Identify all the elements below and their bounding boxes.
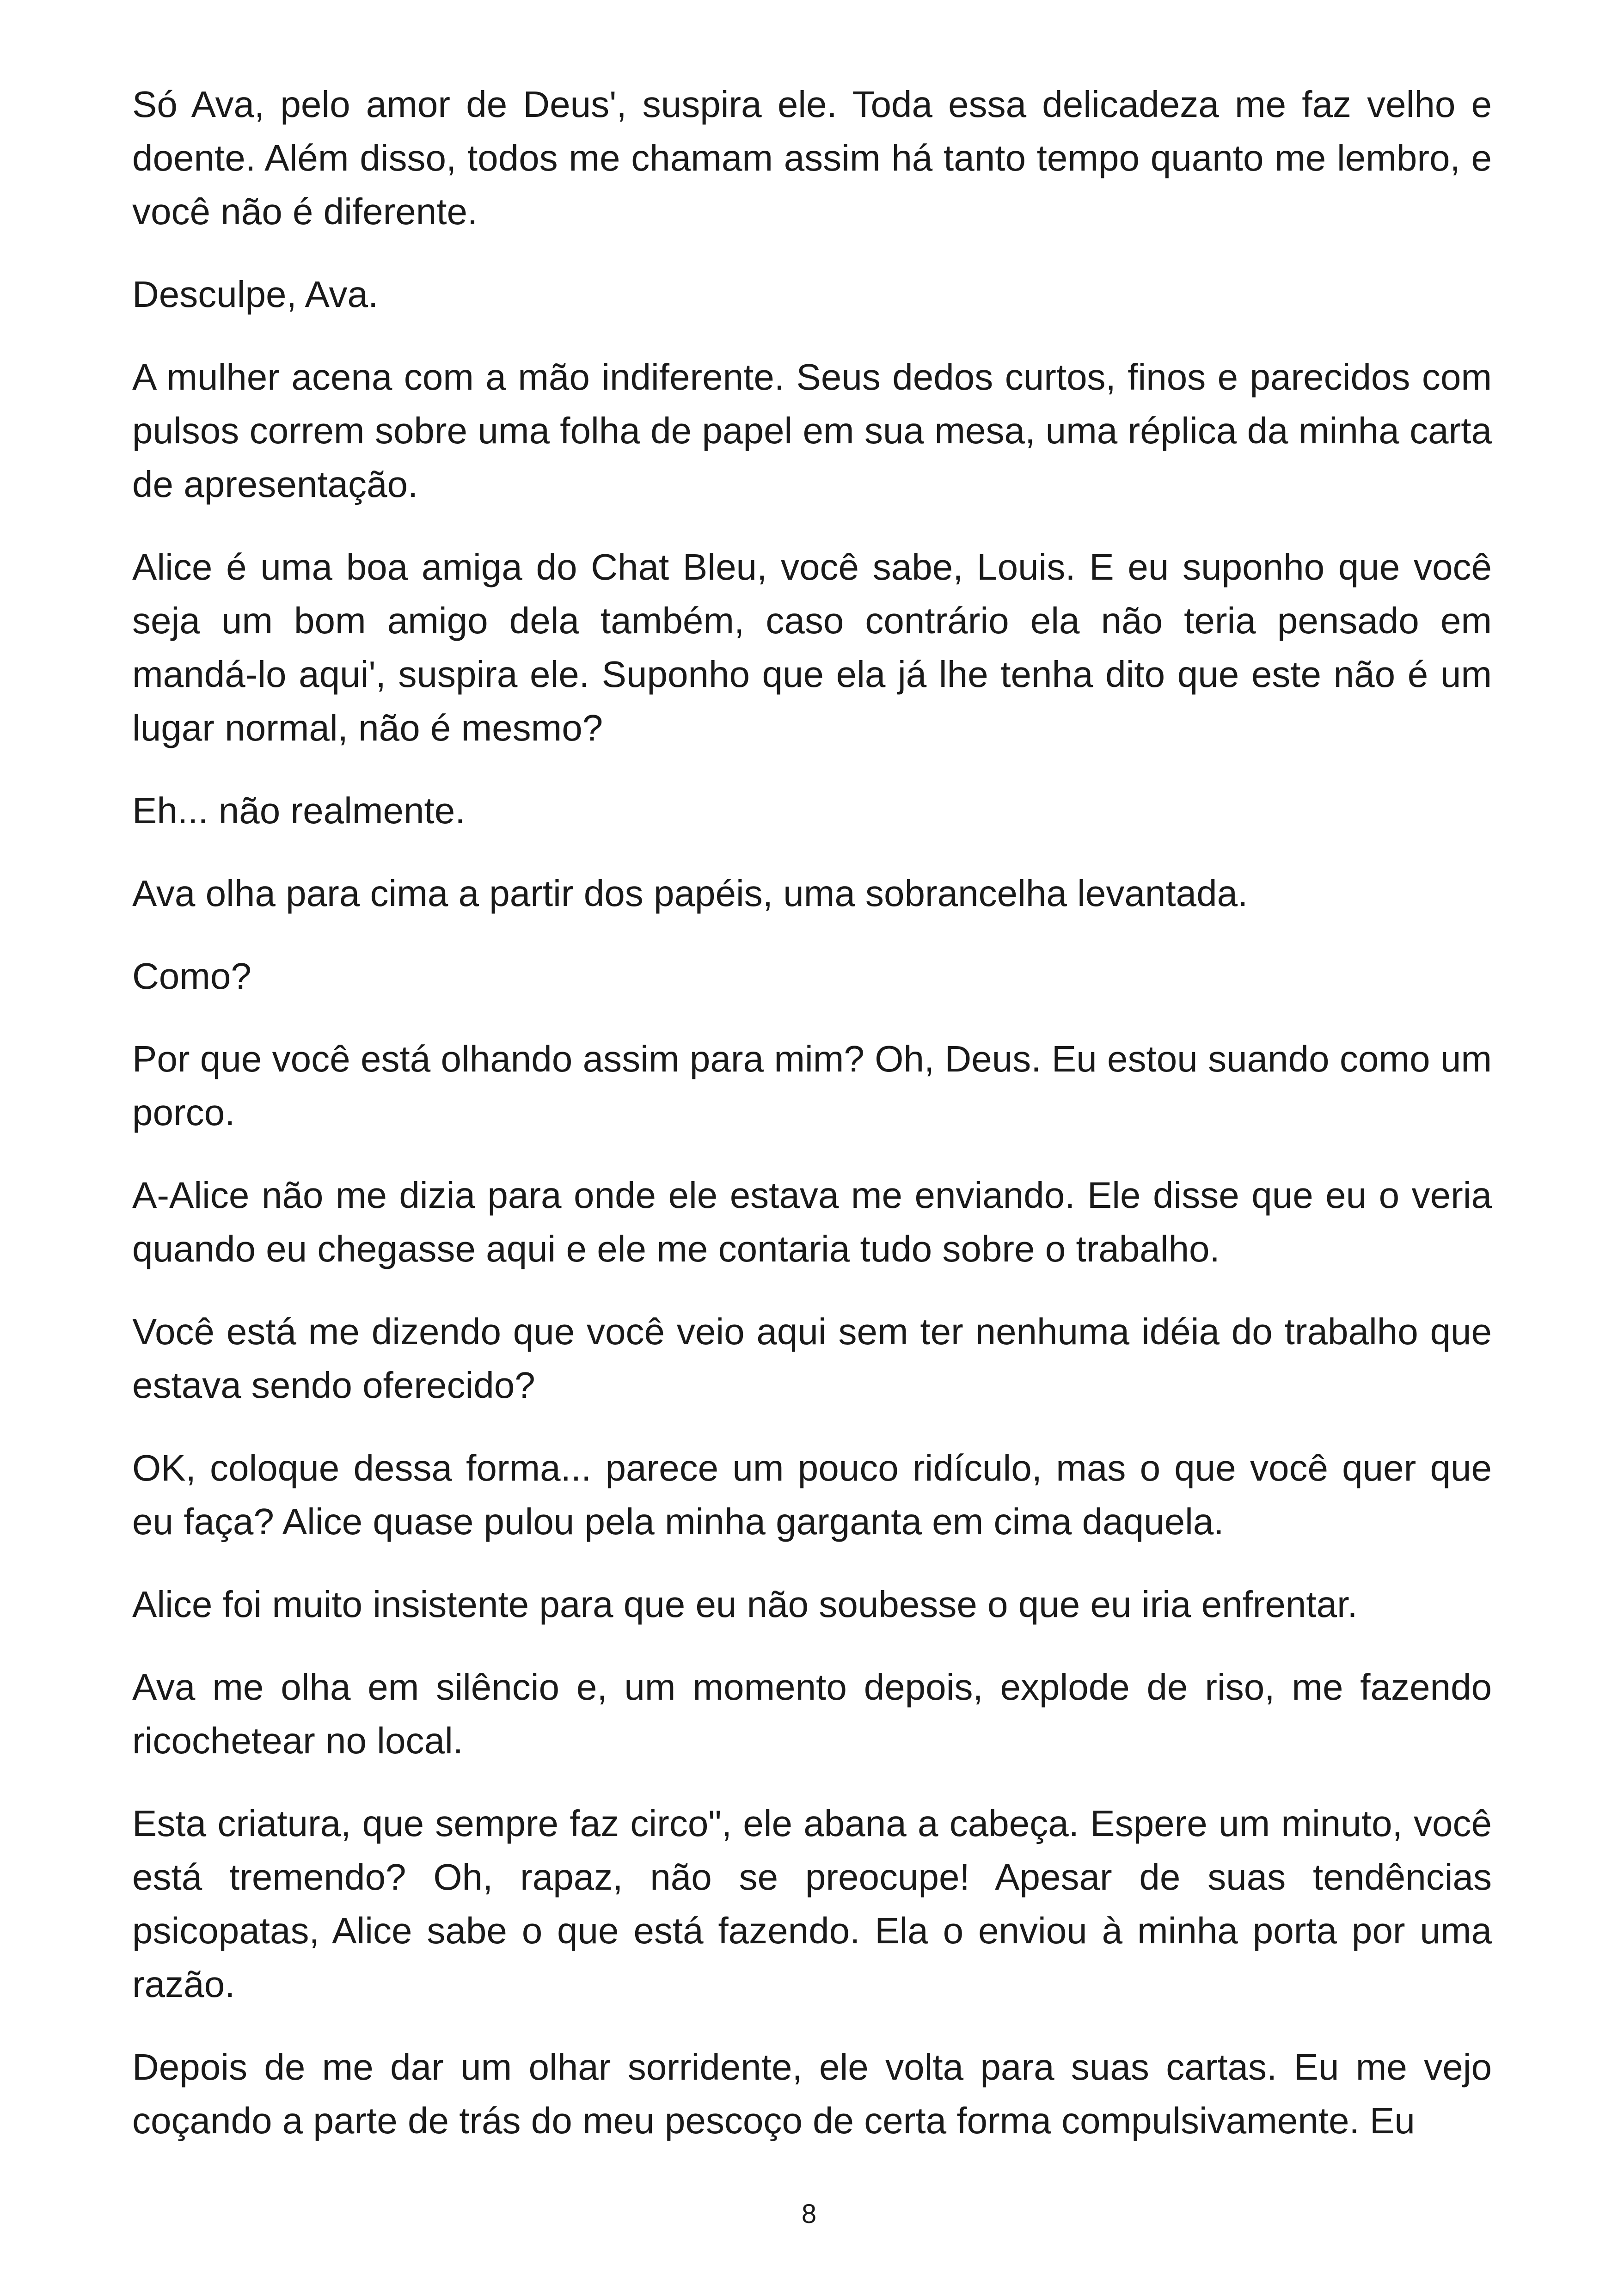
paragraph-11: OK, coloque dessa forma... parece um pouco ridículo, mas o que você quer que eu faça? Alice quase pulou pela minha garganta em cima daquela. [132, 1447, 1492, 1542]
paragraph-1: Só Ava, pelo amor de Deus', suspira ele. Toda essa delicadeza me faz velho e doente. Além disso, todos me chamam assim há tanto tempo quanto me lembro, e você não é diferente. [132, 84, 1492, 232]
paragraph-12: Alice foi muito insistente para que eu não soubesse o que eu iria enfrentar. [132, 1584, 1358, 1625]
paragraph-5: Eh... não realmente. [132, 790, 466, 831]
paragraph-6: Ava olha para cima a partir dos papéis, uma sobrancelha levantada. [132, 873, 1248, 914]
paragraph-3: A mulher acena com a mão indiferente. Seus dedos curtos, finos e parecidos com pulsos correm sobre uma folha de papel em sua mesa, uma réplica da minha carta de apresentação. [132, 356, 1492, 505]
paragraph-7: Como? [132, 955, 251, 997]
paragraph-13: Ava me olha em silêncio e, um momento depois, explode de riso, me fazendo ricochetear no local. [132, 1666, 1492, 1761]
paragraph-2: Desculpe, Ava. [132, 274, 379, 315]
paragraph-8: Por que você está olhando assim para mim? Oh, Deus. Eu estou suando como um porco. [132, 1038, 1492, 1133]
paragraph-15: Depois de me dar um olhar sorridente, ele volta para suas cartas. Eu me vejo coçando a parte de trás do meu pescoço de certa forma compulsivamente. Eu [132, 2046, 1492, 2141]
body-text [132, 78, 1492, 2177]
paragraph-9: A-Alice não me dizia para onde ele estava me enviando. Ele disse que eu o veria quando eu chegasse aqui e ele me contaria tudo sobre o trabalho. [132, 1175, 1492, 1269]
paragraph-14: Esta criatura, que sempre faz circo", ele abana a cabeça. Espere um minuto, você está tremendo? Oh, rapaz, não se preocupe! Apesar de suas tendências psicopatas, Alice sabe o que está fazendo. Ela o enviou à minha porta por uma razão. [132, 1803, 1492, 2005]
paragraph-4: Alice é uma boa amiga do Chat Bleu, você sabe, Louis. E eu suponho que você seja um bom amigo dela também, caso contrário ela não teria pensado em mandá-lo aqui', suspira ele. Suponho que ela já lhe tenha dito que este não é um lugar normal, não é mesmo? [132, 546, 1492, 748]
paragraph-10: Você está me dizendo que você veio aqui sem ter nenhuma idéia do trabalho que estava sendo oferecido? [132, 1311, 1492, 1406]
page-number: 8 [801, 2199, 817, 2229]
